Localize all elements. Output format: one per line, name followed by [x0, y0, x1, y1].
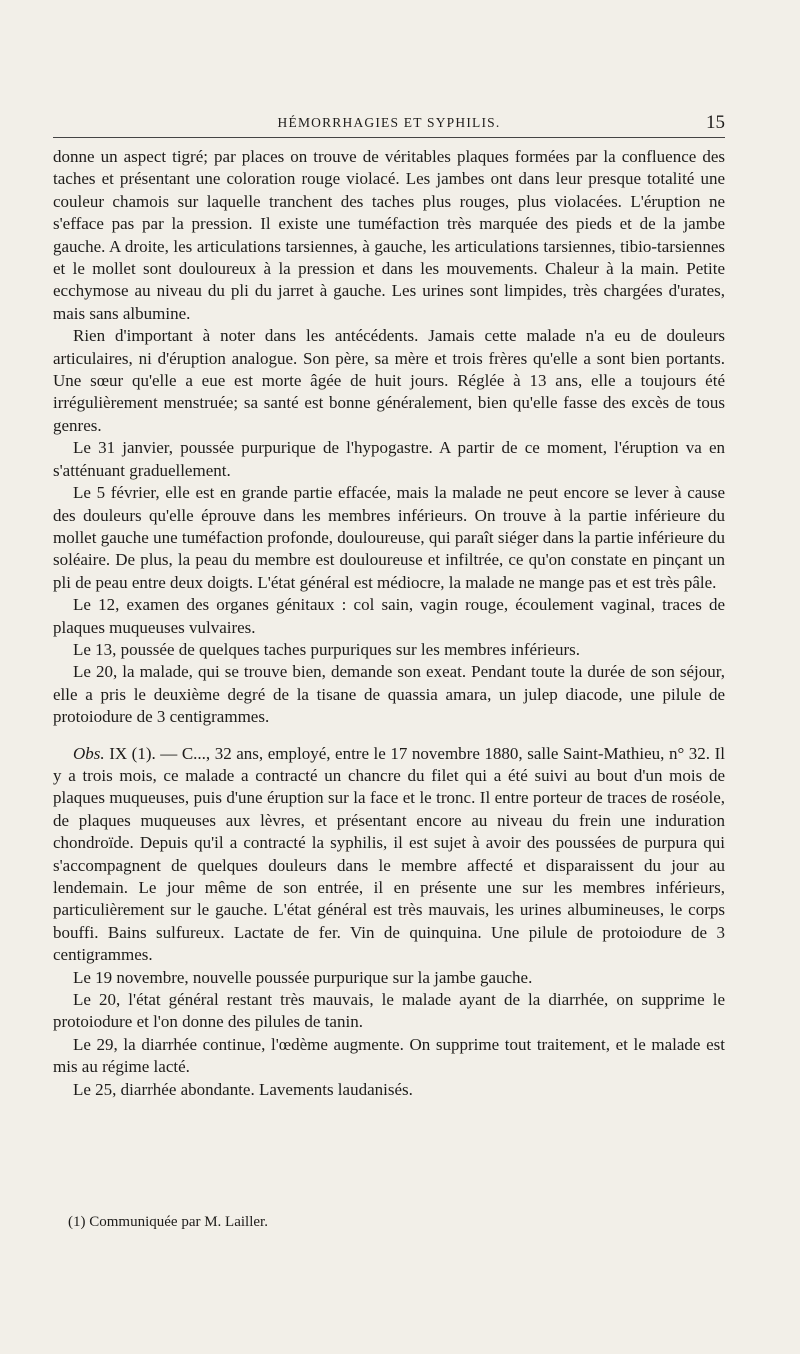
paragraph: Le 5 février, elle est en grande partie effacée, mais la malade ne peut encore se lever à cause des douleurs qu'elle éprouve dans les membres inférieurs. On trouve à la partie inférieure du mollet gauche une tuméfaction profonde, douloureuse, qui paraît siéger dans la partie inférieure du soléaire. De plus, la peau du membre est douloureuse et infiltrée, ce qu'on constate en pinçant un pli de peau entre deux doigts. L'état général est médiocre, la malade ne mange pas et est très pâle.: [53, 483, 725, 592]
page-header: [53, 111, 725, 135]
body-text: [53, 146, 725, 1101]
paragraph: donne un aspect tigré; par places on trouve de véritables plaques formées par la confluence des taches et présentant une coloration rouge violacé. Les jambes ont dans leur presque totalité une couleur chamois sur laquelle tranchent des taches plus rouges, plus violacées. L'éruption ne s'efface pas par la pression. Il existe une tuméfaction très marquée des pieds et de la jambe gauche. A droite, les articulations tarsiennes, à gauche, les articulations tarsiennes, tibio-tarsiennes et le mollet sont douloureux à la pression et dans les mouvements. Chaleur à la main. Petite ecchymose au niveau du pli du jarret à gauche. Les urines sont limpides, très chargées d'urates, mais sans albumine.: [53, 147, 725, 323]
observation-text: IX (1). — C..., 32 ans, employé, entre le 17 novembre 1880, salle Saint-Mathieu, n° 32. Il y a trois mois, ce malade a contracté un chancre du filet qui a été suivi au bout d'un mois de plaques muqueuses, puis d'une éruption sur la face et le tronc. Il entre porteur de traces de roséole, de plaques muqueuses aux lèvres, et présentant encore au niveau du frein une induration chondroïde. Depuis qu'il a contracté la syphilis, il est sujet à avoir des poussées de purpura qui s'accompagnent de quelques douleurs dans le membre affecté et disparaissent du jour au lendemain. Le jour même de son entrée, il en présente une sur les membres inférieurs, particulièrement sur le gauche. L'état général est très mauvais, les urines albumineuses, le corps bouffi. Bains sulfureux. Lactate de fer. Vin de quinquina. Une pilule de protoiodure de 3 centigrammes.: [53, 743, 725, 965]
paragraph: Le 31 janvier, poussée purpurique de l'hypogastre. A partir de ce moment, l'éruption va en s'atténuant graduellement.: [53, 438, 725, 480]
header-rule: [53, 137, 725, 138]
page-number: 15: [706, 112, 725, 133]
running-title: HÉMORRHAGIES ET SYPHILIS.: [277, 115, 501, 130]
observation-paragraph: [53, 743, 725, 967]
paragraph: Rien d'important à noter dans les antécédents. Jamais cette malade n'a eu de douleurs articulaires, ni d'éruption analogue. Son père, sa mère et trois frères qu'elle a sont bien portants. Une sœur qu'elle a eue est morte âgée de huit jours. Réglée à 13 ans, elle a toujours été irrégulièrement menstruée; sa santé est bonne généralement, bien qu'elle fasse des excès de tous genres.: [53, 326, 725, 435]
paragraph: Le 20, la malade, qui se trouve bien, demande son exeat. Pendant toute la durée de son séjour, elle a pris le deuxième degré de la tisane de quassia amara, un julep diacode, une pilule de protoiodure de 3 centigrammes.: [53, 662, 725, 727]
paragraph: Le 20, l'état général restant très mauvais, le malade ayant de la diarrhée, on supprime le protoiodure et l'on donne des pilules de tanin.: [53, 990, 725, 1032]
book-page: [40, 0, 762, 1354]
paragraph: Le 19 novembre, nouvelle poussée purpurique sur la jambe gauche.: [73, 967, 533, 987]
observation-label: Obs.: [73, 743, 105, 763]
paragraph: Le 25, diarrhée abondante. Lavements laudanisés.: [73, 1079, 413, 1099]
paragraph: Le 12, examen des organes génitaux : col sain, vagin rouge, écoulement vaginal, traces de plaques muqueuses vulvaires.: [53, 595, 725, 637]
footnote: (1) Communiquée par M. Lailler.: [68, 1214, 268, 1230]
paragraph: Le 13, poussée de quelques taches purpuriques sur les membres inférieurs.: [73, 639, 581, 659]
paragraph: Le 29, la diarrhée continue, l'œdème augmente. On supprime tout traitement, et le malade est mis au régime lacté.: [53, 1034, 725, 1077]
